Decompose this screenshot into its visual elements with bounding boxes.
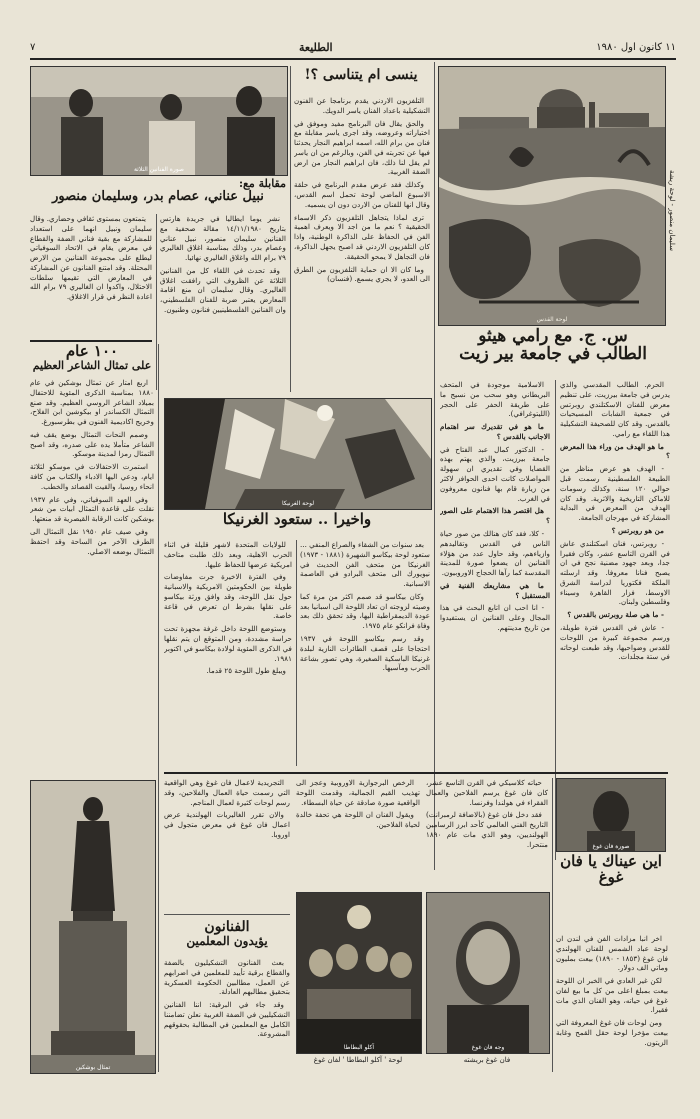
rami-headline [440, 328, 666, 364]
rami-text: ما هو في تقديرك سر اهتمام الاجانب بالقدس ؟ [440, 422, 550, 441]
interview-photo [30, 66, 288, 176]
interview-text: وقد تحدث في اللقاء كل من الفنانين الثلاثة عن الظروف التي رافقت اغلاق الغاليري. وقال سليمان ان منع اقامة المعارض يعتبر ضربة للفنان الفلسطيني، وان الفنانين الفلسطينيين فنانون وطنيون. [160, 265, 286, 315]
rami-text: - الهدف هو عرض مناظر من الطبيعة الفلسطينية رسمت قبل حوالي ١٢٠ سنة، وكذلك رسومات للاماكن التاريخية والاثرية. وقد كان الهدف من المعرض في البداية المشاركة في مهرجان الجامعة. [560, 464, 670, 523]
gogh-text: ومن لوحات فان غوغ المعروفة التي بيعت مؤخرا لوحة حقل القمح وغابة الزيتون. [556, 1018, 668, 1047]
interview-column-right [160, 214, 286, 392]
gogh-portrait-photo [556, 778, 666, 852]
guernica-headline: واخيرا .. ستعود الغرنيكا [222, 510, 372, 528]
column-rule [552, 778, 553, 1072]
nasi-headline: ينسى ام يتناسى ؟! [304, 67, 418, 83]
painters-title-line1: الفنانون [204, 919, 250, 935]
dutch-text: فقد دخل فان غوغ (بالاضافة لرمبرانت) التاريخ الفني العالمي كأحد ابرز الرسامين الهولنديين، وهو الذي مات عام ١٨٩٠ منتحرا. [426, 810, 548, 849]
guernica-drawing [165, 399, 431, 509]
gogh-text: لكن غير العادي في الخبر ان اللوحة بيعت بمبلغ اعلى من كل ما بيع لفان غوغ في حياته، وهو الفنان الذي مات فقيرا. [556, 976, 668, 1015]
column-rule [290, 66, 291, 392]
pushkin-column [30, 378, 154, 772]
potato-eaters-caption: لوحة ' آكلو البطاطا ' لفان غوغ [313, 1056, 403, 1064]
gogh-self-portrait-photo [426, 892, 550, 1054]
guernica-column-left [164, 540, 292, 768]
rami-text: من هو روبرتس ؟ [611, 525, 664, 535]
interview-column-left [30, 214, 152, 338]
pushkin-photo-label: تمثال بوشكين [75, 1064, 111, 1071]
masthead-name: الطليعة [299, 40, 333, 54]
painters-text: وقد جاء في البرقية: اننا الفنانين التشكيليين في الضفة الغربية نعلن تضامننا الكامل مع المعلمين في المطالبة بحقوقهم المشروعة. [164, 1000, 290, 1039]
guernica-column-right [300, 540, 430, 768]
interview-title: نبيل عناني، عصام بدر، وسليمان منصور [52, 188, 264, 204]
rami-text: - انا احب ان اتابع البحث في هذا المجال وعلى الفنانين ان يستفيدوا من تاريخ مدينتهم. [440, 603, 550, 632]
cover-art-photo [438, 66, 666, 326]
guernica-text: وكان بيكاسو قد صمم اكثر من مرة كما وصيته لزوجته ان تعاد اللوحة الى اسبانيا بعد عودة الديمقراطية اليها، وقد تحقق ذلك بعد وفاة فرانكو عام ١٩٧٥. [300, 591, 430, 631]
pushkin-statue-drawing [31, 781, 155, 1073]
rami-text: - عاش في القدس فترة طويلة، ورسم مجموعة كبيرة من اللوحات للقدس وضواحيها، وقد طبعت لوحاته في ستة مجلدات. [560, 622, 670, 662]
rami-text: - الدكتور كمال عبد الفتاح في جامعة بيرزيت، والذي يهتم بهذه القضايا وفي تقديري ان سهولة المواصلات كانت احدى الحوافز لاكثر من زيارة قام بها فنانون معروفون في الغرب. [440, 444, 550, 503]
page-number: ٧ [30, 41, 36, 53]
guernica-text: وستوضع اللوحة داخل غرفة مجهزة تحت حراسة مشددة، ومن المتوقع ان يتم نقلها في الذكرى المئوية لولادة بيكاسو في اكتوبر ١٩٨١. [164, 624, 292, 663]
pushkin-text: وصمم النحات التمثال بوضع يقف فيه الشاعر متأملا يده على صدره، وقد اصبح التمثال رمزا لمدينة موسكو. [30, 429, 154, 459]
guernica-text: بعد سنوات من الشقاء والصراع المنفي ... ستعود لوحة بيكاسو الشهيرة (١٨٨١ - ١٩٧٣) الغرنيكا من متحف الفن الحديث في نيويورك الى متحف البرادو في العاصمة الاسبانية. [300, 540, 430, 589]
dutch-text: ويقول الفنان ان اللوحة هي تحفة خالدة لحياة الفلاحين. [296, 810, 420, 830]
gogh-photo-label: صورة فان غوغ [592, 843, 630, 850]
guernica-text: وفي الفترة الاخيرة جرت مفاوضات طويلة بين الحكومتين الامريكية والاسبانية حول نقل اللوحة، وقد وافق ورثة بيكاسو على نقلها بشرط ان تعرض في قاعة خاصة. [164, 572, 292, 621]
gogh-portrait-drawing [557, 779, 665, 851]
rami-title-line2: الطالب في جامعة بير زيت [459, 343, 647, 364]
guernica-photo-label: لوحة الغرنيكا [281, 500, 315, 507]
cover-art-drawing [439, 67, 665, 325]
rami-text: - روبرتس، فنان اسكتلندي عاش في القرن التاسع عشر، وكان فقيرا جدا، وبعد جهود مضنية نجح في ان يصبح فنانا معروفا. وقد ارسلته الملكة فكتوريا لدراسة الشرق الاوسط، فزار القاهرة وسيناء وفلسطين ولبنان. [560, 538, 670, 607]
rami-text: ما هي مشاريعك الفنية في المستقبل ؟ [440, 580, 550, 600]
guernica-text: وقد رسم بيكاسو اللوحة في ١٩٣٧ احتجاجا على قصف الطائرات النازية لبلدة غرنيكا الباسكية الصغيرة، وهي تصور بشاعة الحرب ومآسيها. [300, 634, 430, 673]
gogh-self-portrait-drawing [427, 893, 549, 1053]
cover-art-side-caption: سليمان منصور - لوحة ريشة [668, 169, 676, 251]
interview-photo-label: صورة الفنانين الثلاثة [133, 166, 185, 173]
nasi-text: التلفزيون الاردني يقدم برنامجا عن الفنون التشكيلية باعداد الفنان ياسر الدويك. [294, 96, 430, 115]
pushkin-headline [30, 344, 154, 371]
dutch-text: الرخص البرجوازية الاوروبية وعجز الى تهذيب القيم الجمالية، وقدمت اللوحة الواقعية صورة صادقة عن حياة البسطاء. [296, 778, 420, 807]
dutch-text: والان تقرر الغاليريات الهولندية عرض اعمال فان غوغ في معرض متجول في اوروبا. [164, 810, 290, 839]
gogh-self-portrait-caption: فان غوغ بريشته [463, 1056, 511, 1064]
potato-eaters-drawing [297, 893, 421, 1053]
pushkin-text: وفي العهد السوفياتي، وفي عام ١٩٣٧ نقلت على قاعدة التمثال ابيات من شعر بوشكين كانت الرقابة القيصرية قد منعتها. [30, 494, 154, 524]
pushkin-text: وفي صيف عام ١٩٥٠ نقل التمثال الى الطرف الآخر من الساحة وقد احتفظ التمثال بوضعه الاصلي. [30, 526, 154, 556]
guernica-text: ويبلغ طول اللوحة ٢٥ قدما. [206, 666, 286, 676]
pushkin-title-line2: على تمثال الشاعر العظيم [32, 358, 152, 372]
interview-headline [30, 178, 286, 203]
column-rule [156, 214, 157, 390]
interview-kicker: مقابلة مع: [238, 177, 286, 190]
section-rule [164, 772, 668, 774]
gogh-headline: اين عيناك يا فان غوغ [560, 852, 662, 886]
dutch-column-right [426, 778, 548, 886]
column-rule [158, 344, 159, 1072]
masthead-date: ١١ كانون اول ١٩٨٠ [596, 41, 676, 53]
painters-text: بعث الفنانون التشكيليون بالضفة والقطاع برقية تأييد للمعلمين في اضرابهم عن العمل، مطالبين الحكومة العسكرية بتحقيق مطالبهم العادلة. [164, 958, 290, 997]
guernica-text: للولايات المتحدة لاشهر قليلة في اثناء الحرب الاهلية، وبعد ذلك طلبت متاحف امريكية عرضها للحفاظ عليها. [164, 540, 292, 569]
pushkin-statue-photo [30, 780, 156, 1074]
masthead [30, 38, 676, 60]
pushkin-text: استمرت الاحتفالات في موسكو لثلاثة ايام، ودعي اليها الادباء والكتاب من كافة انحاء روسيا، والقيت القصائد والخطب. [30, 462, 154, 491]
interview-text: نشر يوما ايطاليا في جريدة هارتس بتاريخ ١٤/١١/١٩٨٠ مقالة صحفية مع الفنانين سليمان منصور، نبيل عناني وعصام بدر، وذلك بمناسبة اغلاق الغاليري ٧٩ برام الله واغلاق الغاليري نهائيا. [160, 214, 286, 263]
rami-text: - ما هي صلة روبرتس بالقدس ؟ [567, 610, 664, 620]
dutch-text: التجريدية لاعمال فان غوغ وهي الواقعية التي رسمت حياة العمال والفلاحين، وقد رسم لوحات كثيرة لعمال المناجم. [164, 778, 290, 807]
potato-eaters-label: آكلو البطاطا [343, 1044, 375, 1051]
nasi-text: وكذلك فقد عرض مقدم البرنامج في حلقة الاسبوع الماضي لوحة تحمل اسم القدس، وقال انها للفنان من الاردن دون ان يسميه. [294, 180, 430, 209]
painters-column [164, 958, 290, 1072]
rami-text: الحرم. الطالب المقدسي والذي يدرس في جامعة بيرزيت، على تنظيم معرض للفنان الاسكتلندي روبرتس في جمعية الشابات المسيحيات بالقدس. وقد كان للصحيفة التشكيلية هذا اللقاء مع رامي. [560, 380, 670, 438]
gogh-self-portrait-label: وجه فان غوغ [471, 1044, 505, 1051]
nasi-text: ترى لماذا يتجاهل التلفزيون ذكر الاسماء الحقيقية ؟ نعم ما من اجد الا ويعرف اهمية الفن في الحفاظ على الذاكرة الوطنية، واذا كان التلفزيون الاردني قد اصبح يجهل الذاكرة، فان التجاهل لا يمحو الحقيقة. [294, 212, 430, 261]
column-rule [296, 540, 297, 766]
rami-text: الاسلامية موجودة في المتحف البريطاني وهو سحب من نسيج ما على طريقة الحفر على الحجر (الليتوغرافي). [440, 380, 550, 419]
section-rule [434, 62, 435, 870]
nasi-text: وما كان الا ان حماية التلفزيون من الطرق الى العدو، لا يجري يسمع. (فنسان) [294, 264, 430, 284]
pushkin-title-line1: ١٠٠ عام [65, 342, 119, 360]
pushkin-text: اربع امتار عن تمثال بوشكين في عام ١٨٨٠ بمناسبة الذكرى المئوية للاحتفال بميلاد الشاعر الروسي العظيم. وقد صنع التمثال الكساندر او بيكوشين ابن الفلاح، وخريج اكاديمية الفنون في بطرسبورغ. [30, 378, 154, 427]
dutch-column-left [164, 778, 290, 886]
rami-text: هل اقتصر هذا الاهتمام على الصور ؟ [440, 506, 550, 526]
painters-headline [164, 920, 290, 947]
dutch-text: حياته كلاسيكي في القرن التاسع عشر، كان فان غوغ يرسم الفلاحين والعمال الفقراء في هولندا وفرنسا. [426, 778, 548, 807]
gogh-text: اخر انبا مزادات الفن في لندن ان لوحة عباد الشمس للفنان الهولندي فان غوغ (١٨٥٣ - ١٨٩٠) بيعت بمليون وماتي الف دولار. [556, 934, 668, 973]
section-rule [164, 914, 290, 915]
rami-text: ما هو الهدف من وراء هذا المعرض ؟ [560, 441, 670, 461]
rami-title-line1: س. ج. مع رامي هيثو [478, 326, 628, 346]
cover-art-label: لوحة القدس [536, 316, 568, 323]
rami-text: - كلا، فقد كان هنالك من صور حياة الناس في القدس وتقاليدهم وازياءهم، وقد حاول عدد من هؤلاء الفنانين ان يضعوا صورة للمدينة المقدسة كما رآها الحجاج الاوروبيون. [440, 528, 550, 578]
potato-eaters-photo [296, 892, 422, 1054]
interview-photo-drawing [31, 67, 287, 175]
dutch-column-middle [296, 778, 420, 886]
gogh-column [556, 934, 668, 1074]
interview-text: يتمتعون بمستوى ثقافي وحضاري. وقال سليمان ونبيل انهما على استعداد للمشاركة مع بقية فناني الضفة والقطاع في معرض يقام في الاتحاد السوفياتي ليطلع على مجموعة الفنانين من الارض المحتلة. وقد امتنع الفنانون عن المشاركة في المعارض التي تقيمها سلطات الاحتلال، واكدوا ان الغاليري ٧٩ برام الله اعادة النظر في قرار الاغلاق. [30, 214, 152, 302]
painters-title-line2: يؤيدون المعلمين [186, 933, 268, 948]
nasi-column [294, 96, 430, 386]
nasi-text: والحق يقال فان البرنامج مفيد وموفق في اختياراته وعروضه، وقد اجرى ياسر مقابلة مع فنان من برام الله، اسمه ابراهيم النجار يحدثنا فيها عن تجربته في الفن، وبالرغم من ان ياسر لم يقل لنا ذلك، فان ابراهيم النجار من ارض الضفة الغربية. [294, 118, 430, 177]
guernica-photo [164, 398, 432, 510]
